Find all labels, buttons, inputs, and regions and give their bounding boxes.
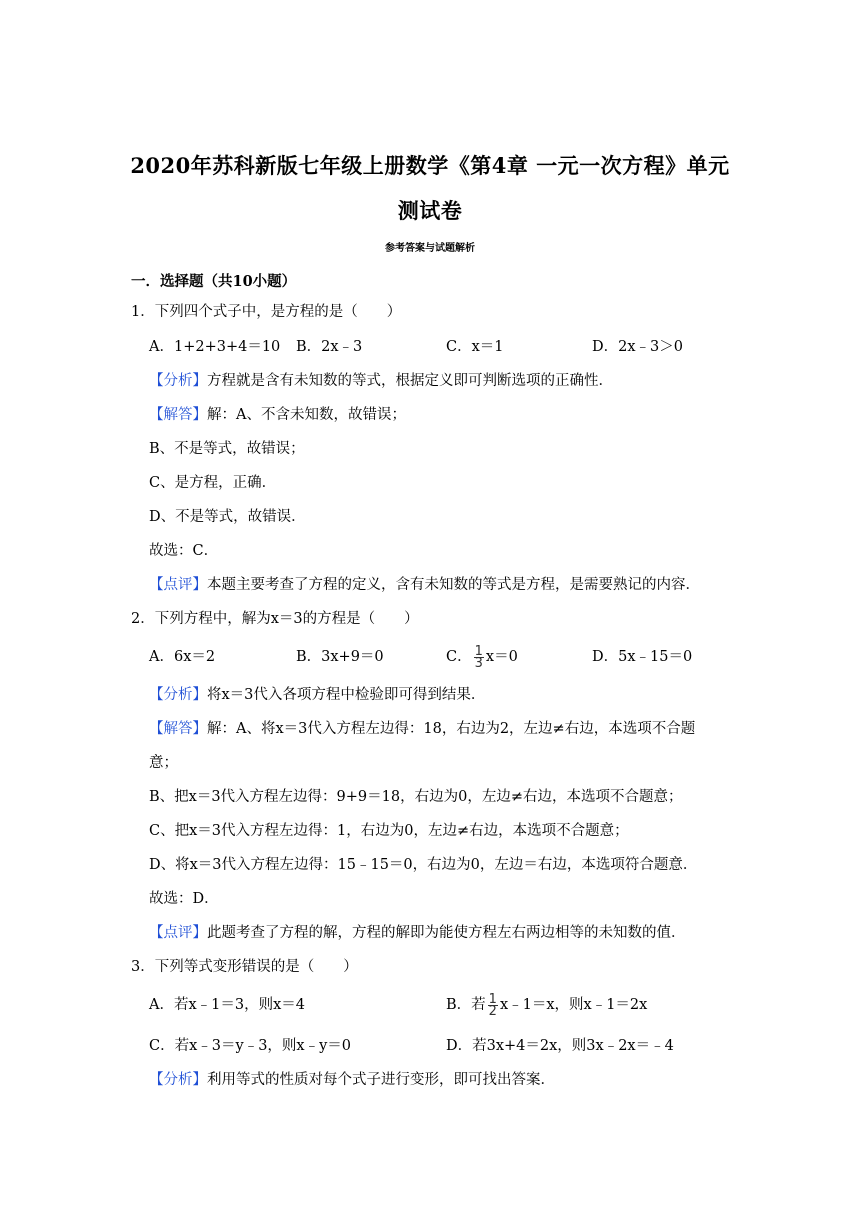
question-1-stem: 1．下列四个式子中，是方程的是（ ） xyxy=(131,304,402,320)
question-3-option-a: A．若x﹣1＝3，则x＝4 xyxy=(149,997,306,1013)
fraction: $\frac{1}{3}$ xyxy=(474,643,483,671)
question-2-option-c: C． $\frac{1}{3}$ x＝0 xyxy=(446,643,518,671)
solution-line: 意； xyxy=(149,755,178,771)
analysis-text: 方程就是含有未知数的等式，根据定义即可判断选项的正确性． xyxy=(207,373,613,389)
question-3-option-d: D．若3x+4＝2x，则3x﹣2x＝﹣4 xyxy=(446,1038,674,1054)
answer-choice: 故选：C． xyxy=(149,543,219,559)
question-3-option-c: C．若x﹣3＝y﹣3，则x﹣y＝0 xyxy=(149,1038,352,1054)
question-1-option-d: D．2x﹣3＞0 xyxy=(592,339,683,355)
question-1-option-c: C．x＝1 xyxy=(446,339,504,355)
solution-tag: 【解答】 xyxy=(149,721,207,737)
question-1-option-a: A．1+2+3+4＝10 xyxy=(149,339,281,355)
analysis-tag: 【分析】 xyxy=(149,687,207,703)
question-2-option-b: B．3x+9＝0 xyxy=(296,649,384,665)
solution-line: C、是方程，正确． xyxy=(149,475,277,491)
document-title-line2: 测试卷 xyxy=(397,198,463,223)
fraction: $\frac{1}{2}$ xyxy=(488,991,497,1019)
solution-line: B、不是等式，故错误； xyxy=(149,441,305,457)
analysis-text: 将x＝3代入各项方程中检验即可得到结果． xyxy=(207,687,486,703)
question-1-analysis xyxy=(149,371,613,391)
question-2-analysis xyxy=(149,685,485,705)
question-1-solution xyxy=(149,405,406,425)
question-1-option-b: B．2x﹣3 xyxy=(296,339,363,355)
solution-text: 解：A、将x＝3代入方程左边得：18，右边为2，左边≠右边，本选项不合题 xyxy=(207,721,696,737)
solution-line: C、把x＝3代入方程左边得：1，右边为0，左边≠右边，本选项不合题意； xyxy=(149,823,629,839)
document-subtitle: 参考答案与试题解析 xyxy=(385,243,475,254)
comment-text: 本题主要考查了方程的定义，含有未知数的等式是方程，是需要熟记的内容． xyxy=(207,577,700,593)
question-3-option-b: B．若 $\frac{1}{2}$ x﹣1＝x，则x﹣1＝2x xyxy=(446,991,648,1019)
solution-line: D、不是等式，故错误． xyxy=(149,509,306,525)
analysis-tag: 【分析】 xyxy=(149,1072,207,1088)
answer-choice: 故选：D． xyxy=(149,891,219,907)
analysis-tag: 【分析】 xyxy=(149,373,207,389)
document-title-line1: 2020年苏科新版七年级上册数学《第4章 一元一次方程》单元 xyxy=(130,153,730,178)
question-2-solution xyxy=(149,719,695,739)
comment-tag: 【点评】 xyxy=(149,577,207,593)
solution-tag: 【解答】 xyxy=(149,407,207,423)
question-2-stem: 2．下列方程中，解为x＝3的方程是（ ） xyxy=(131,611,419,627)
comment-tag: 【点评】 xyxy=(149,925,207,941)
question-3-analysis xyxy=(149,1070,555,1090)
question-2-option-a: A．6x＝2 xyxy=(149,649,216,665)
question-1-comment xyxy=(149,575,700,595)
solution-line: B、把x＝3代入方程左边得：9+9＝18，右边为0，左边≠右边，本选项不合题意； xyxy=(149,789,683,805)
solution-text: 解：A、不含未知数，故错误； xyxy=(207,407,406,423)
comment-text: 此题考查了方程的解，方程的解即为能使方程左右两边相等的未知数的值． xyxy=(207,925,686,941)
question-2-option-d: D．5x﹣15＝0 xyxy=(592,649,693,665)
solution-line: D、将x＝3代入方程左边得：15﹣15＝0，右边为0，左边＝右边，本选项符合题意． xyxy=(149,857,698,873)
question-2-comment xyxy=(149,923,686,943)
section-heading: 一．选择题（共10小题） xyxy=(131,273,297,290)
analysis-text: 利用等式的性质对每个式子进行变形，即可找出答案． xyxy=(207,1072,555,1088)
question-3-stem: 3．下列等式变形错误的是（ ） xyxy=(131,959,358,975)
